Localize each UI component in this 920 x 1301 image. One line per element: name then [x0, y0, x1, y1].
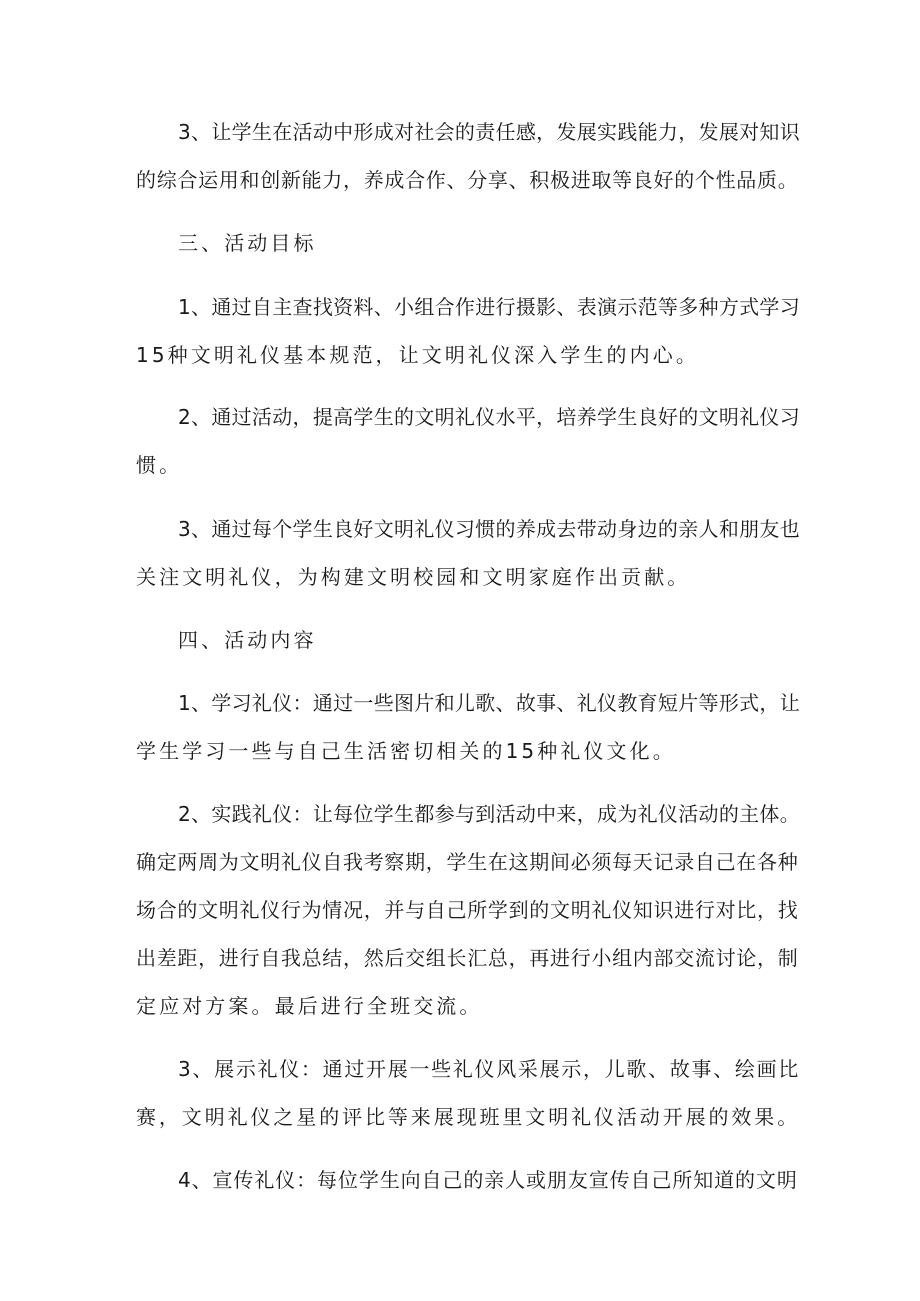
paragraph-line: 1、学习礼仪：通过一些图片和儿歌、故事、礼仪教育短片等形式，让 — [178, 691, 801, 715]
paragraph-line: 定应对方案。最后进行全班交流。 — [136, 994, 483, 1018]
paragraph-line: 3、展示礼仪：通过开展一些礼仪风采展示，儿歌、故事、绘画比 — [178, 1057, 801, 1081]
paragraph-line: 赛，文明礼仪之星的评比等来展现班里文明礼仪活动开展的效果。 — [136, 1105, 801, 1129]
paragraph-line: 确定两周为文明礼仪自我考察期，学生在这期间必须每天记录自己在各种 — [136, 850, 799, 874]
paragraph-line: 3、让学生在活动中形成对社会的责任感，发展实践能力，发展对知识 — [178, 120, 801, 144]
paragraph-line: 学生学习一些与自己生活密切相关的15种礼仪文化。 — [136, 739, 676, 763]
paragraph-line: 场合的文明礼仪行为情况，并与自己所学到的文明礼仪知识进行对比，找 — [136, 898, 799, 922]
paragraph-line: 15种文明礼仪基本规范，让文明礼仪深入学生的内心。 — [136, 343, 699, 367]
paragraph-line: 2、通过活动，提高学生的文明礼仪水平，培养学生良好的文明礼仪习 — [178, 405, 801, 429]
section-heading: 四、活动内容 — [178, 628, 317, 652]
paragraph-line: 4、宣传礼仪：每位学生向自己的亲人或朋友宣传自己所知道的文明 — [178, 1168, 798, 1192]
section-heading: 三、活动目标 — [178, 231, 317, 255]
paragraph-line: 出差距，进行自我总结，然后交组长汇总，再进行小组内部交流讨论，制 — [136, 946, 799, 970]
paragraph-line: 关注文明礼仪，为构建文明校园和文明家庭作出贡献。 — [136, 565, 691, 589]
paragraph-line: 1、通过自主查找资料、小组合作进行摄影、表演示范等多种方式学习 — [178, 295, 801, 319]
paragraph-line: 的综合运用和创新能力，养成合作、分享、积极进取等良好的个性品质。 — [136, 168, 799, 192]
paragraph-line: 2、实践礼仪：让每位学生都参与到活动中来，成为礼仪活动的主体。 — [178, 802, 801, 826]
paragraph-line: 惯。 — [136, 453, 183, 477]
paragraph-line: 3、通过每个学生良好文明礼仪习惯的养成去带动身边的亲人和朋友也 — [178, 517, 801, 541]
